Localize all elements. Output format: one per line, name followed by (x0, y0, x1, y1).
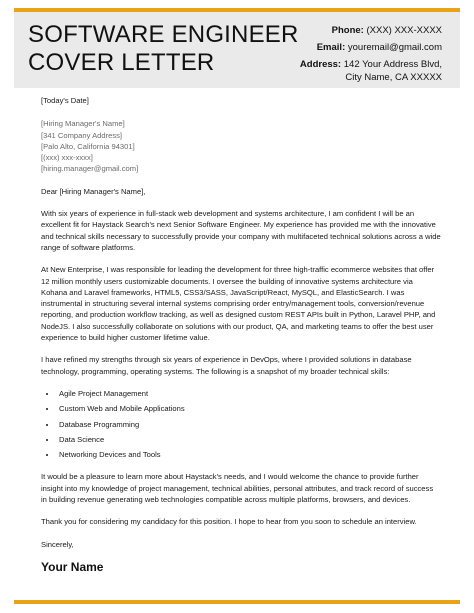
address-row (252, 58, 442, 84)
phone-value: (XXX) XXX-XXXX (366, 25, 442, 36)
address-line-2: City Name, CA XXXXX (345, 72, 442, 83)
recipient-address: [341 Company Address] (41, 130, 123, 140)
paragraph-interest: It would be a pleasure to learn more about Haystack's needs, and I would welcome the chance to provide further insight into my knowledge of project management, technical abilities, personal attributes, and track record of success in building revenue generating web technologies compatible across multiple platforms, browsers, and devices. (41, 472, 434, 505)
salutation: Dear [Hiring Manager's Name], (41, 186, 146, 196)
paragraph-intro: With six years of experience in full-stack web development and systems architecture, I am confident I will be an excellent fit for Haystack Search's next Senior Software Engineer. My experience has provided me with the innovative and technical skills necessary to successfully provide your company with multifaceted technical solutions across a wide range of software platforms. (41, 209, 441, 252)
email-row (252, 41, 442, 54)
recipient-email: [hiring.manager@gmail.com] (41, 164, 139, 174)
paragraph-thanks: Thank you for considering my candidacy for this position. I hope to hear from you soon to schedule an interview. (41, 517, 417, 527)
recipient-phone: [(xxx) xxx-xxxx] (41, 153, 93, 163)
list-item: • Agile Project Management (57, 388, 441, 399)
address-line-1: 142 Your Address Blvd, (343, 59, 442, 70)
title-line-1: SOFTWARE ENGINEER (28, 21, 299, 48)
phone-label: Phone: (331, 25, 364, 36)
letter-date: [Today's Date] (41, 96, 89, 105)
email-value: youremail@gmail.com (347, 42, 442, 53)
document-title (28, 21, 299, 77)
list-item: • Database Programming (57, 419, 441, 430)
list-item: • Data Science (57, 434, 441, 445)
letter-body (41, 95, 441, 575)
recipient-block (41, 118, 441, 174)
title-line-2: COVER LETTER (28, 49, 215, 76)
closing: Sincerely, (41, 539, 74, 549)
contact-block (252, 24, 442, 84)
email-label: Email: (316, 42, 346, 53)
paragraph-experience: At New Enterprise, I was responsible for leading the development for three high-traffic ecommerce websites that offer 12 million monthly users customizable documents. I oversee the building of innovative systems architecture via Kohana and Laravel frameworks, HTML5, CSS3/SASS, JavaScript/React, MySQL, and ElasticSearch. I was instrumental in structuring several internal systems comprising order entry/management tools, conversion/revenue reporting, and production workflow tracking, as well as designed custom REST APIs built in Python, Laravel PHP, and NodeJS. I also successfully collaborate on solutions with our product, QA, and marketing teams to offer the best user experience to build higher customer lifetime value. (41, 265, 436, 343)
paragraph-skills-intro: I have refined my strengths through six years of experience in DevOps, where I provided solutions in database technology, programming, operating systems. The following is a snapshot of my broader technical skills: (41, 355, 412, 376)
list-item: • Networking Devices and Tools (57, 449, 441, 460)
address-label: Address: (299, 59, 342, 70)
list-item: • Custom Web and Mobile Applications (57, 403, 441, 414)
recipient-city: [Palo Alto, California 94301] (41, 141, 135, 151)
skills-list (41, 388, 441, 460)
bottom-accent-rule (14, 600, 460, 604)
phone-row (252, 24, 442, 37)
signature-name: Your Name (41, 559, 104, 574)
letter-header (14, 12, 460, 88)
recipient-name: [Hiring Manager's Name] (41, 119, 125, 129)
